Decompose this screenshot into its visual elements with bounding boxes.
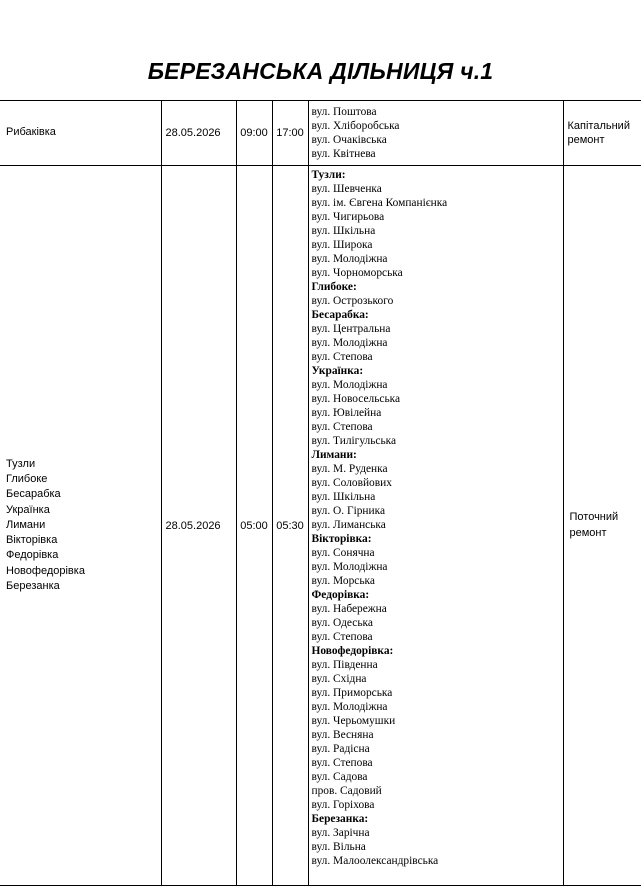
street-line: вул. Молодіжна xyxy=(312,560,563,574)
street-line: вул. Морська xyxy=(312,574,563,588)
work-type-line: Капітальний xyxy=(568,119,641,133)
village-header: Федорівка: xyxy=(312,588,563,602)
work-type-cell xyxy=(563,166,641,886)
settlements-cell xyxy=(0,101,161,166)
street-line: вул. Широка xyxy=(312,238,563,252)
street-line: вул. Чорноморська xyxy=(312,266,563,280)
village-header: Бесарабка: xyxy=(312,308,563,322)
streets-cell xyxy=(308,101,563,166)
street-line: вул. Садова xyxy=(312,770,563,784)
street-line: вул. Шкільна xyxy=(312,490,563,504)
street-line: вул. Степова xyxy=(312,630,563,644)
street-line: вул. Шкільна xyxy=(312,224,563,238)
table-row xyxy=(0,101,641,166)
street-line: вул. Молодіжна xyxy=(312,378,563,392)
street-line: вул. М. Руденка xyxy=(312,462,563,476)
date-cell: 28.05.2026 xyxy=(161,166,236,886)
street-line: вул. О. Гірника xyxy=(312,504,563,518)
settlement-name: Березанка xyxy=(6,579,161,594)
village-header: Тузли: xyxy=(312,168,563,182)
street-line: вул. Південна xyxy=(312,658,563,672)
page-title: БЕРЕЗАНСЬКА ДІЛЬНИЦЯ ч.1 xyxy=(0,58,641,85)
settlements-cell xyxy=(0,166,161,886)
street-line: вул. Сонячна xyxy=(312,546,563,560)
street-line: вул. Новосельська xyxy=(312,392,563,406)
street-line: вул. Тилігульська xyxy=(312,434,563,448)
street-line: вул. Східна xyxy=(312,672,563,686)
street-line: вул. Степова xyxy=(312,756,563,770)
street-line: вул. Степова xyxy=(312,420,563,434)
street-line: вул. Горіхова xyxy=(312,798,563,812)
street-line: вул. Квітнева xyxy=(312,147,563,161)
street-line: пров. Садовий xyxy=(312,784,563,798)
street-line: вул. Зарічна xyxy=(312,826,563,840)
street-line: вул. Молодіжна xyxy=(312,252,563,266)
settlement-name: Вікторівка xyxy=(6,533,161,548)
street-line: вул. Вільна xyxy=(312,840,563,854)
street-line: вул. Весняна xyxy=(312,728,563,742)
street-line: вул. Хліборобська xyxy=(312,119,563,133)
start-time-cell: 09:00 xyxy=(236,101,272,166)
street-line: вул. Молодіжна xyxy=(312,336,563,350)
settlement-name: Тузли xyxy=(6,457,161,472)
street-line: вул. Радісна xyxy=(312,742,563,756)
street-line: вул. Приморська xyxy=(312,686,563,700)
street-line: вул. Центральна xyxy=(312,322,563,336)
village-header: Новофедорівка: xyxy=(312,644,563,658)
street-line: вул. Лиманська xyxy=(312,518,563,532)
settlement-name: Лимани xyxy=(6,518,161,533)
start-time-cell: 05:00 xyxy=(236,166,272,886)
street-line: вул. Поштова xyxy=(312,105,563,119)
settlement-name: Федорівка xyxy=(6,548,161,563)
village-header: Глибоке: xyxy=(312,280,563,294)
street-line: вул. Одеська xyxy=(312,616,563,630)
settlement-name: Новофедорівка xyxy=(6,564,161,579)
village-header: Вікторівка: xyxy=(312,532,563,546)
work-type-line: Поточний xyxy=(570,510,641,526)
street-line: вул. Малоолександрівська xyxy=(312,854,563,868)
street-line: вул. Набережна xyxy=(312,602,563,616)
end-time-cell: 05:30 xyxy=(272,166,308,886)
settlement-name: Глибоке xyxy=(6,472,161,487)
date-cell: 28.05.2026 xyxy=(161,101,236,166)
street-line: вул. Степова xyxy=(312,350,563,364)
street-line: вул. Острозького xyxy=(312,294,563,308)
settlement-name: Рибаківка xyxy=(6,125,161,140)
streets-cell xyxy=(308,166,563,886)
table-row xyxy=(0,166,641,886)
street-line: вул. Ювілейна xyxy=(312,406,563,420)
street-line: вул. Шевченка xyxy=(312,182,563,196)
street-line: вул. Молодіжна xyxy=(312,700,563,714)
street-line: вул. Черьомушки xyxy=(312,714,563,728)
street-line: вул. ім. Євгена Компанієнка xyxy=(312,196,563,210)
work-type-cell xyxy=(563,101,641,166)
street-line: вул. Соловйових xyxy=(312,476,563,490)
street-line: вул. Чигирьова xyxy=(312,210,563,224)
end-time-cell: 17:00 xyxy=(272,101,308,166)
village-header: Березанка: xyxy=(312,812,563,826)
work-type-line: ремонт xyxy=(568,133,641,147)
street-line: вул. Очаківська xyxy=(312,133,563,147)
village-header: Лимани: xyxy=(312,448,563,462)
settlement-name: Українка xyxy=(6,503,161,518)
outage-table xyxy=(0,100,641,886)
settlement-name: Бесарабка xyxy=(6,487,161,502)
work-type-line: ремонт xyxy=(570,526,641,542)
village-header: Українка: xyxy=(312,364,563,378)
